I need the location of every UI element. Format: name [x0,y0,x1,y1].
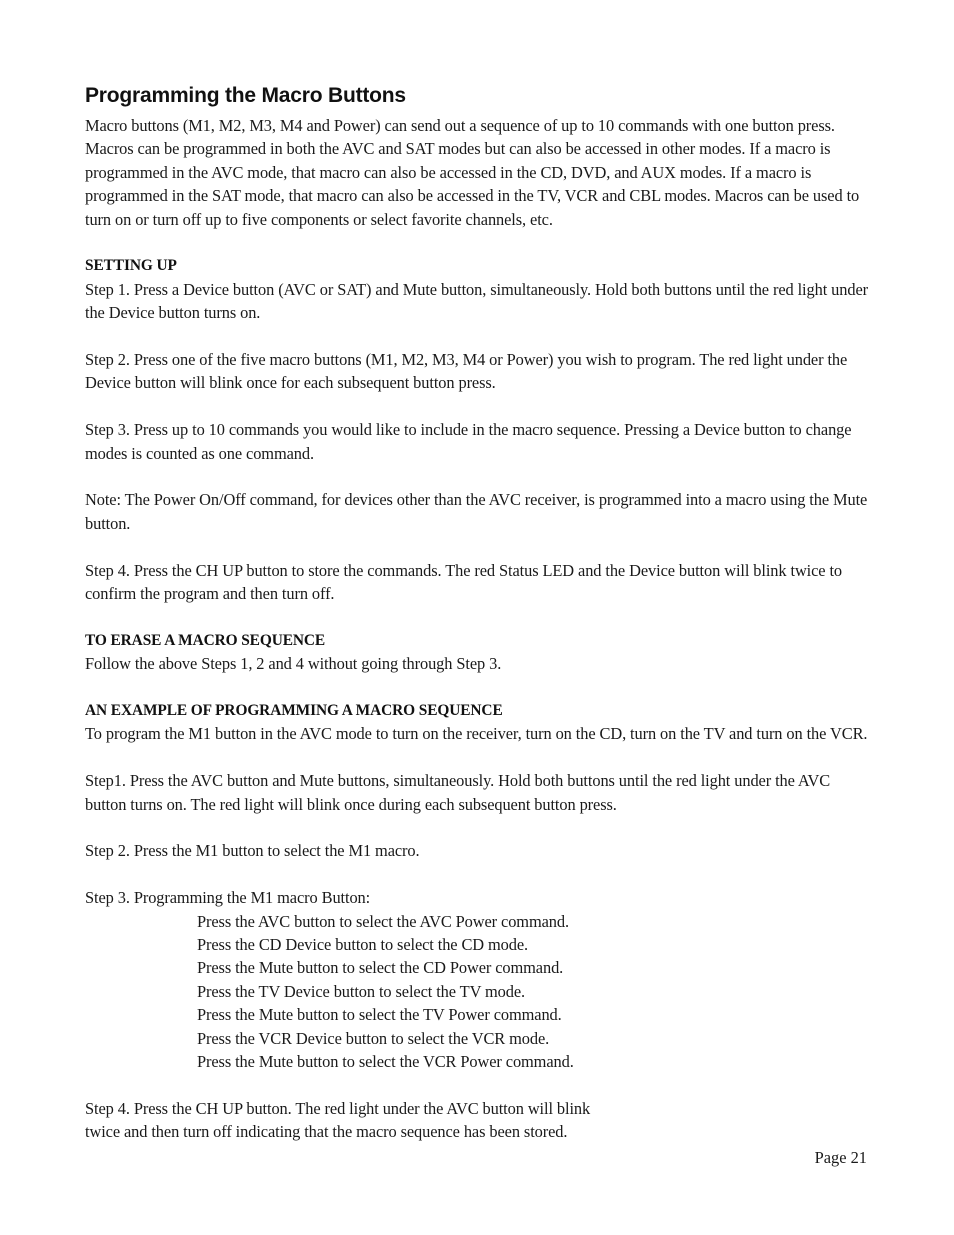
erase-text: Follow the above Steps 1, 2 and 4 without going through Step 3. [85,654,502,674]
spacer [85,1074,875,1097]
setting-up-step-4: Step 4. Press the CH UP button to store the commands. The red Status LED and the Device button will blink twice to confirm the program and then turn off. [85,560,843,604]
setting-up-heading: SETTING UP [85,257,177,275]
list-item: Press the VCR Device button to select the VCR mode. [197,1028,550,1048]
list-item: Press the CD Device button to select the CD mode. [197,935,529,955]
spacer [85,535,875,558]
spacer [85,325,875,348]
spacer [85,231,875,254]
setting-up-step-2: Step 2. Press one of the five macro buttons (M1, M2, M3, M4 or Power) you wish to program. The red light under the Device button will blink once for each subsequent button press. [85,350,848,393]
setting-up-note: Note: The Power On/Off command, for devices other than the AVC receiver, is programmed into a macro using the Mute button. [85,490,868,533]
spacer [85,465,875,488]
page-title: Programming the Macro Buttons [85,84,406,107]
list-item: Press the Mute button to select the TV Power command. [197,1005,562,1025]
list-item: Press the Mute button to select the CD Power command. [197,958,564,978]
document-body [85,80,875,1144]
spacer [85,816,875,839]
spacer [85,605,875,628]
erase-heading: TO ERASE A MACRO SEQUENCE [85,631,326,649]
spacer [85,746,875,769]
setting-up-step-3: Step 3. Press up to 10 commands you would like to include in the macro sequence. Pressing a Device button to change modes is counted as one command. [85,420,852,463]
example-step-4-line-2: twice and then turn off indicating that the macro sequence has been stored. [85,1122,568,1142]
spacer [85,676,875,699]
spacer [85,863,875,886]
intro-paragraph: Macro buttons (M1, M2, M3, M4 and Power) can send out a sequence of up to 10 commands with one button press. Macros can be programmed in both the AVC and SAT modes but can also be accessed in other modes. If a macro is programmed in the AVC mode, that macro can also be accessed in the CD, DVD, and AUX modes. If a macro is programmed in the SAT mode, that macro can also be accessed in the TV, VCR and CBL modes. Macros can be used to turn on or turn off up to five components or select favorite channels, etc. [85,116,860,229]
example-intro: To program the M1 button in the AVC mode to turn on the receiver, turn on the CD, turn on the TV and turn on the VCR. [85,724,868,744]
spacer [85,395,875,418]
example-step-1: Step1. Press the AVC button and Mute buttons, simultaneously. Hold both buttons until the red light under the AVC button turns on. The red light will blink once during each subsequent button press. [85,771,831,814]
example-step-4-line-1: Step 4. Press the CH UP button. The red light under the AVC button will blink [85,1098,591,1118]
example-step-3-list [85,910,875,1074]
list-item: Press the Mute button to select the VCR Power command. [197,1052,574,1072]
example-step-3-label: Step 3. Programming the M1 macro Button: [85,888,371,908]
list-item: Press the AVC button to select the AVC Power command. [197,911,569,931]
page-number: Page 21 [814,1148,867,1167]
example-heading: AN EXAMPLE OF PROGRAMMING A MACRO SEQUENCE [85,702,503,720]
list-item: Press the TV Device button to select the TV mode. [197,981,526,1001]
setting-up-step-1: Step 1. Press a Device button (AVC or SAT) and Mute button, simultaneously. Hold both buttons until the red light under the Device button turns on. [85,279,868,323]
example-step-2: Step 2. Press the M1 button to select the M1 macro. [85,841,420,861]
